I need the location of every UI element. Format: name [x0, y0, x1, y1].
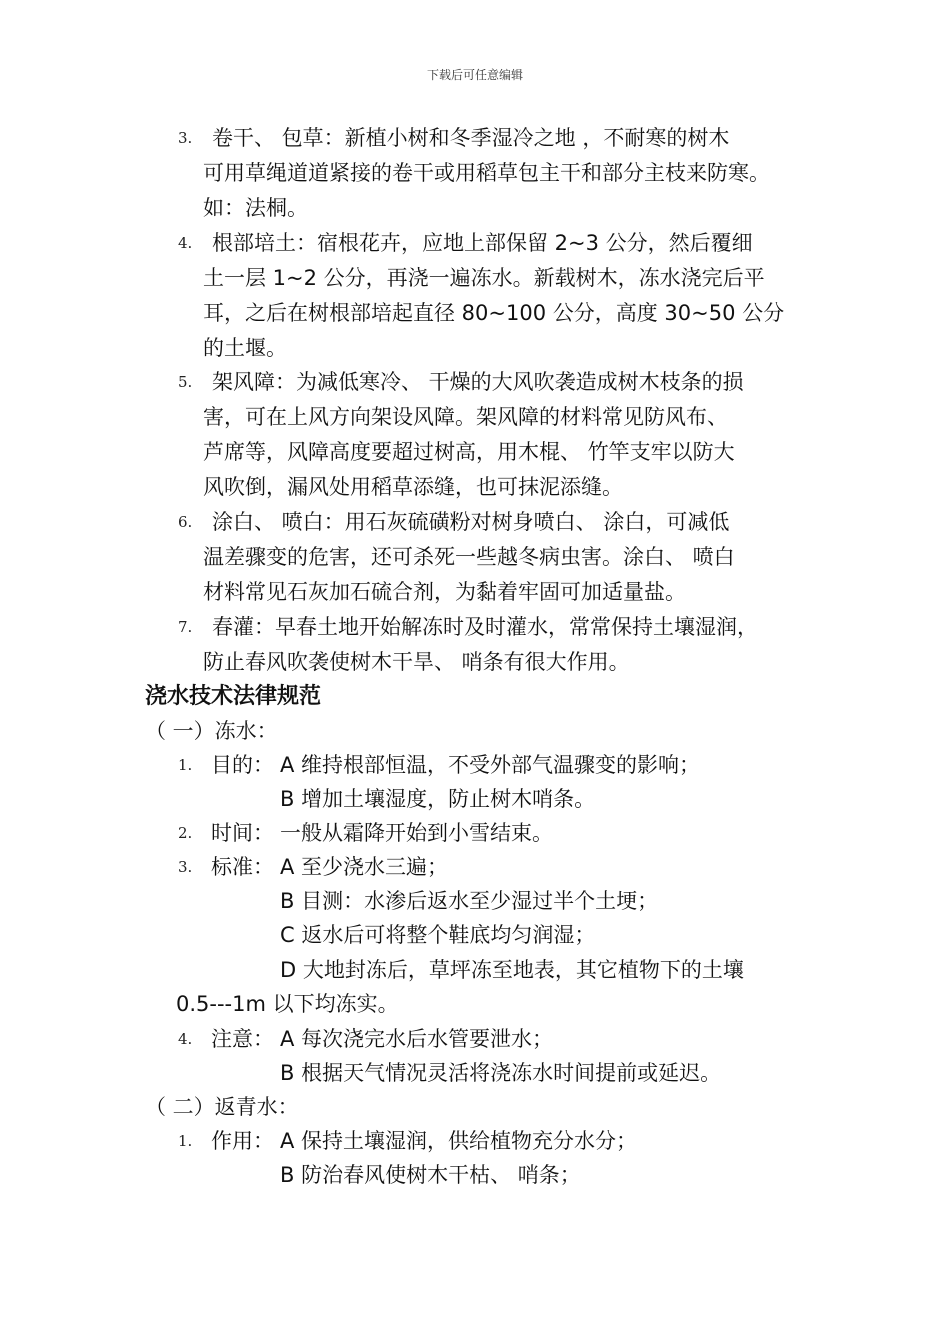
subsection-heading: （ 二）返青水：: [145, 1095, 299, 1119]
paragraph-line: 的土堰。: [203, 336, 287, 360]
list-number: 1.: [178, 1132, 193, 1150]
item-label: 作用：: [211, 1129, 274, 1153]
paragraph-line: 春灌：早春土地开始解冻时及时灌水，常常保持土壤湿润，: [212, 615, 758, 639]
subsection-heading: （ 一）冻水：: [145, 719, 278, 743]
paragraph-line: 涂白、 喷白：用石灰硫磺粉对树身喷白、 涂白，可减低: [212, 510, 730, 534]
paragraph-line: 温差骤变的危害，还可杀死一些越冬病虫害。涂白、 喷白: [203, 545, 735, 569]
item-label: 注意：: [211, 1027, 274, 1051]
paragraph-line: 耳，之后在树根部培起直径 80~100 公分，高度 30~50 公分: [203, 301, 785, 325]
paragraph-line: 芦席等，风障高度要超过树高，用木棍、 竹竿支牢以防大: [203, 440, 735, 464]
paragraph-line: 土一层 1~2 公分，再浇一遍冻水。新载树木，冻水浇完后平: [203, 266, 765, 290]
paragraph-line: 0.5---1m 以下均冻实。: [176, 992, 399, 1016]
paragraph-line: B 根据天气情况灵活将浇冻水时间提前或延迟。: [280, 1061, 722, 1085]
paragraph-line: 一般从霜降开始到小雪结束。: [280, 821, 553, 845]
paragraph-line: A 每次浇完水后水管要泄水；: [280, 1027, 554, 1051]
section-title: 浇水技术法律规范: [145, 684, 322, 709]
list-number: 4.: [178, 234, 193, 252]
paragraph-line: A 保持土壤湿润，供给植物充分水分；: [280, 1129, 638, 1153]
paragraph-line: B 防治春风使树木干枯、 哨条；: [280, 1163, 581, 1187]
item-label: 时间：: [211, 821, 274, 845]
list-number: 1.: [178, 756, 193, 774]
paragraph-line: B 目测：水渗后返水至少湿过半个土埂；: [280, 889, 659, 913]
list-number: 7.: [178, 618, 193, 636]
paragraph-line: 架风障：为减低寒冷、 干燥的大风吹袭造成树木枝条的损: [212, 370, 744, 394]
paragraph-line: 材料常见石灰加石硫合剂，为黏着牢固可加适量盐。: [203, 580, 686, 604]
paragraph-line: A 维持根部恒温，不受外部气温骤变的影响；: [280, 753, 701, 777]
paragraph-line: 根部培土：宿根花卉，应地上部保留 2~3 公分，然后覆细: [212, 231, 753, 255]
paragraph-line: B 增加土壤湿度，防止树木哨条。: [280, 787, 596, 811]
paragraph-line: 风吹倒，漏风处用稻草添缝，也可抹泥添缝。: [203, 475, 623, 499]
list-number: 3.: [178, 129, 193, 147]
list-number: 2.: [178, 824, 193, 842]
page-header: 下载后可任意编辑: [426, 68, 523, 82]
item-label: 标准：: [211, 855, 274, 879]
paragraph-line: D 大地封冻后，草坪冻至地表，其它植物下的土壤: [280, 958, 744, 982]
list-number: 6.: [178, 513, 193, 531]
paragraph-line: C 返水后可将整个鞋底均匀润湿；: [280, 923, 596, 947]
paragraph-line: 可用草绳道道紧接的卷干或用稻草包主干和部分主枝来防寒。: [203, 161, 770, 185]
paragraph-line: 如：法桐。: [203, 196, 308, 220]
paragraph-line: 防止春风吹袭使树木干旱、 哨条有很大作用。: [203, 650, 630, 674]
list-number: 5.: [178, 373, 193, 391]
list-number: 3.: [178, 858, 193, 876]
list-number: 4.: [178, 1030, 193, 1048]
item-label: 目的：: [211, 753, 274, 777]
paragraph-line: A 至少浇水三遍；: [280, 855, 449, 879]
paragraph-line: 害，可在上风方向架设风障。架风障的材料常见防风布、: [203, 405, 728, 429]
paragraph-line: 卷干、 包草：新植小树和冬季湿冷之地 ，不耐寒的树木: [212, 126, 730, 150]
